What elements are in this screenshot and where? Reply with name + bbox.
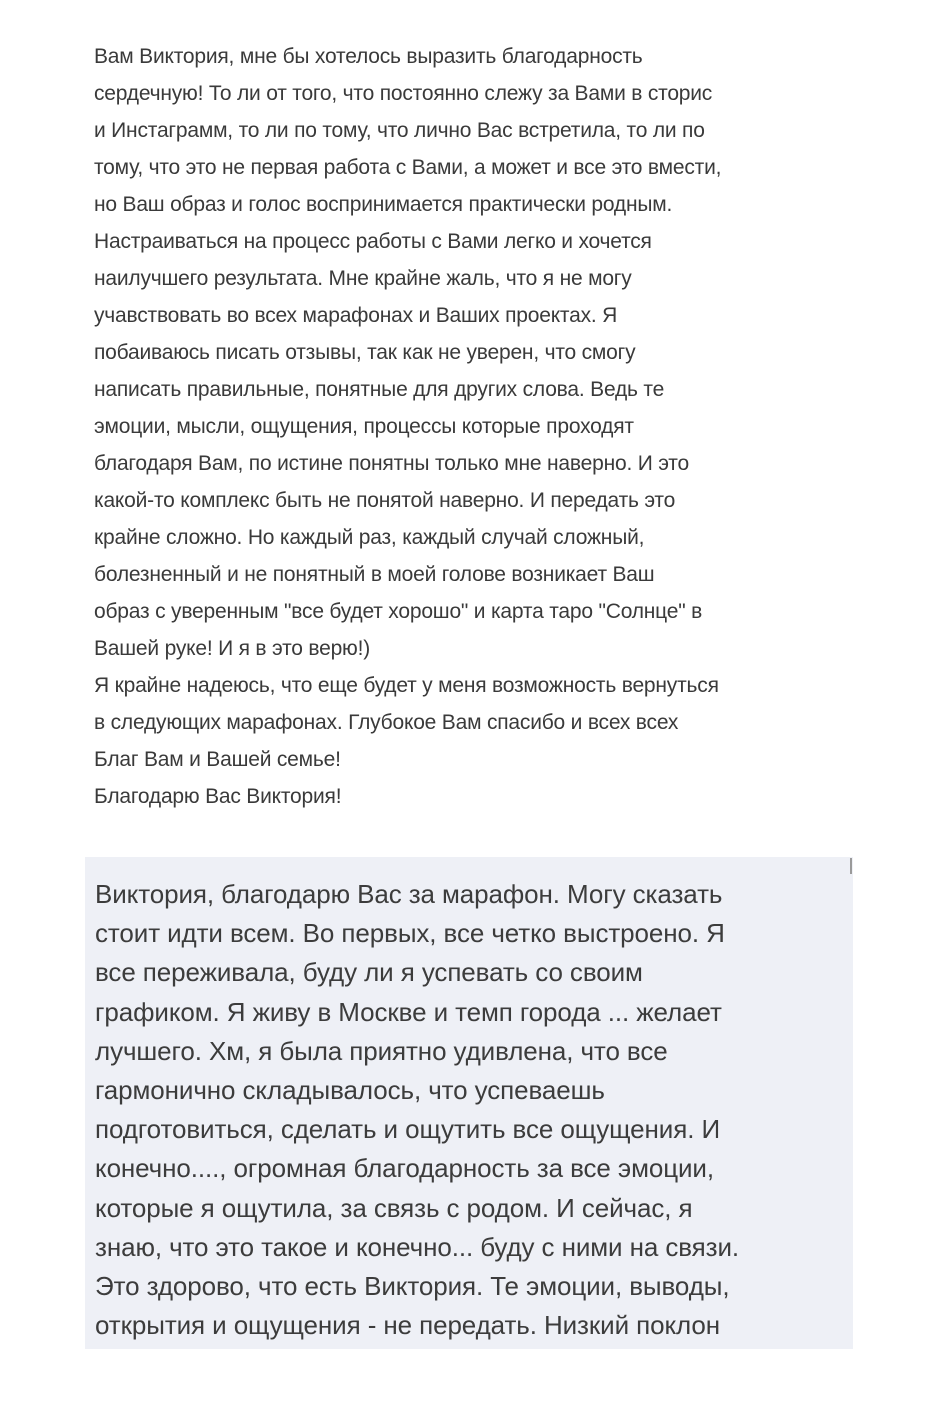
review-line: Это здорово, что есть Виктория. Те эмоции, выводы, — [95, 1270, 730, 1301]
review-line: Виктория, благодарю Вас за марафон. Могу сказать — [95, 879, 723, 909]
review-line: знаю, что это такое и конечно... буду с ними на связи. — [95, 1231, 739, 1262]
review-line: болезненный и не понятный в моей голове возникает Ваш — [94, 563, 655, 586]
review-line: сердечную! То ли от того, что постоянно слежу за Вами в сторис — [94, 82, 713, 105]
review-line: учавствовать во всех марафонах и Ваших проектах. Я — [94, 304, 618, 327]
review-line: и Инстаграмм, то ли по тому, что лично Вас встретила, то ли по — [94, 119, 705, 142]
review-line: подготовиться, сделать и ощутить все ощущения. И — [95, 1114, 721, 1145]
review-card-second — [85, 857, 853, 1349]
review-text-second — [95, 875, 840, 1345]
review-line: в следующих марафонах. Глубокое Вам спасибо и всех всех — [94, 711, 679, 734]
review-line: тому, что это не первая работа с Вами, а может и все это вмести, — [94, 156, 722, 179]
review-line: побаиваюсь писать отзывы, так как не уверен, что смогу — [94, 341, 636, 364]
review-line: эмоции, мысли, ощущения, процессы которые проходят — [94, 415, 634, 438]
review-line: какой-то комплекс быть не понятой наверно. И передать это — [94, 489, 676, 512]
review-line: Настраиваться на процесс работы с Вами легко и хочется — [94, 230, 652, 253]
review-line: конечно...., огромная благодарность за все эмоции, — [95, 1153, 714, 1184]
review-line: гармонично складывалось, что успеваешь — [95, 1074, 605, 1105]
review-line: Благ Вам и Вашей семье! — [94, 748, 341, 771]
review-line: благодаря Вам, по истине понятны только мне наверно. И это — [94, 452, 689, 475]
review-text-first — [94, 38, 854, 815]
review-line: образ с уверенным "все будет хорошо" и карта таро "Солнце" в — [94, 600, 703, 623]
review-line: которые я ощутила, за связь с родом. И сейчас, я — [95, 1192, 693, 1223]
review-line: Я крайне надеюсь, что еще будет у меня возможность вернуться — [94, 674, 719, 697]
review-line: но Ваш образ и голос воспринимается практически родным. — [94, 193, 673, 216]
review-line: Благодарю Вас Виктория! — [94, 785, 342, 808]
review-line: лучшего. Хм, я была приятно удивлена, что все — [95, 1035, 668, 1066]
review-line: Вам Виктория, мне бы хотелось выразить благодарность — [94, 45, 643, 68]
review-line: Вашей руке! И я в это верю!) — [94, 637, 371, 660]
review-line: крайне сложно. Но каждый раз, каждый случай сложный, — [94, 526, 645, 549]
review-line: графиком. Я живу в Москве и темп города ... желает — [95, 996, 722, 1027]
review-line: написать правильные, понятные для других слова. Ведь те — [94, 378, 665, 401]
review-line: все переживала, буду ли я успевать со своим — [95, 957, 643, 988]
scrollbar-thumb[interactable] — [850, 858, 852, 874]
review-line: открытия и ощущения - не передать. Низкий поклон — [95, 1310, 721, 1341]
review-line: стоит идти всем. Во первых, все четко выстроено. Я — [95, 918, 725, 949]
review-line: наилучшего результата. Мне крайне жаль, что я не могу — [94, 267, 632, 290]
